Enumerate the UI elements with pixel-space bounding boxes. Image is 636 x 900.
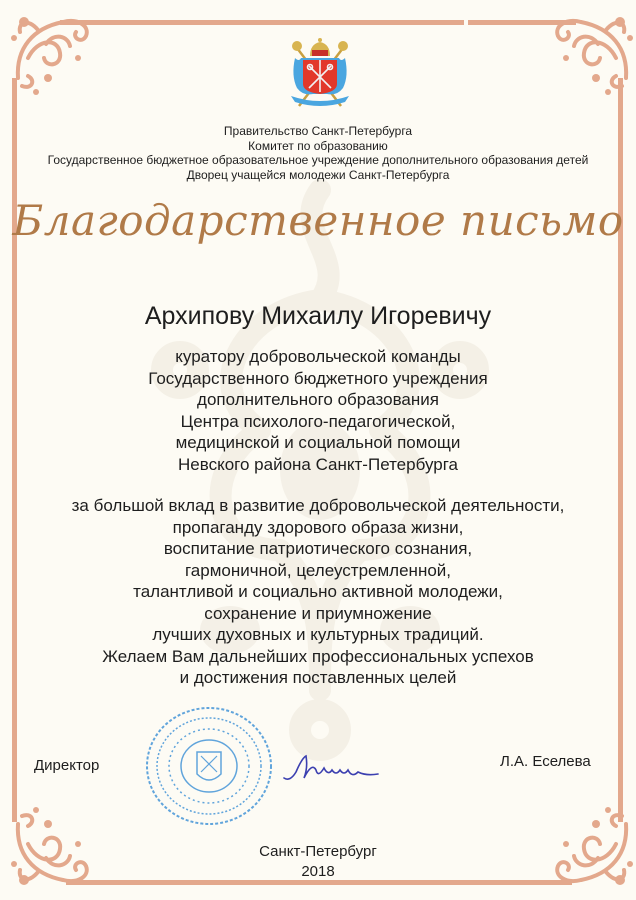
reason-line: сохранение и приумножение: [204, 603, 432, 623]
reason-line: Желаем Вам дальнейших профессиональных успехов: [102, 646, 534, 666]
header-line: Дворец учащейся молодежи Санкт-Петербурга: [186, 167, 450, 182]
place-and-year: [0, 842, 636, 882]
city: Санкт-Петербург: [259, 843, 377, 860]
reason-line: талантливой и социально активной молодежи,: [133, 582, 503, 601]
recipient-position: [0, 346, 636, 475]
coat-of-arms-icon: [283, 36, 357, 110]
issuer-header: [0, 124, 636, 182]
corner-ornament-icon: [8, 8, 100, 100]
reason-line: и достижения поставленных целей: [179, 668, 457, 687]
reason-line: пропаганду здорового образа жизни,: [172, 517, 464, 537]
reason-line: гармоничной, целеустремленной,: [184, 560, 452, 580]
reason-line: воспитание патриотического сознания,: [163, 539, 473, 558]
position-line: дополнительного образования: [197, 390, 439, 409]
position-line: куратору добровольческой команды: [175, 347, 461, 366]
signatory-name: Л.А. Еселева: [500, 753, 591, 770]
position-line: Центра психолого-педагогической,: [180, 411, 456, 431]
official-stamp-icon: [143, 704, 275, 828]
signatory-title: Директор: [34, 757, 100, 774]
border-top: [60, 20, 464, 25]
corner-ornament-icon: [544, 8, 636, 100]
gratitude-text: [0, 495, 636, 689]
header-line: Государственное бюджетное образовательное учреждение дополнительного образования детей: [47, 153, 589, 167]
reason-line: лучших духовных и культурных традиций.: [152, 625, 484, 644]
reason-line: за большой вклад в развитие добровольческой деятельности,: [71, 496, 565, 515]
signature-icon: [280, 748, 380, 788]
position-line: Государственного бюджетного учреждения: [148, 368, 488, 388]
header-line: Правительство Санкт-Петербурга: [223, 124, 413, 138]
year: 2018: [301, 863, 335, 880]
header-line: Комитет по образованию: [248, 138, 388, 153]
recipient-name: Архипову Михаилу Игоревичу: [144, 302, 492, 330]
position-line: Невского района Санкт-Петербурга: [178, 454, 458, 474]
document-title: Благодарственное письмо: [12, 196, 624, 245]
position-line: медицинской и социальной помощи: [175, 433, 461, 452]
